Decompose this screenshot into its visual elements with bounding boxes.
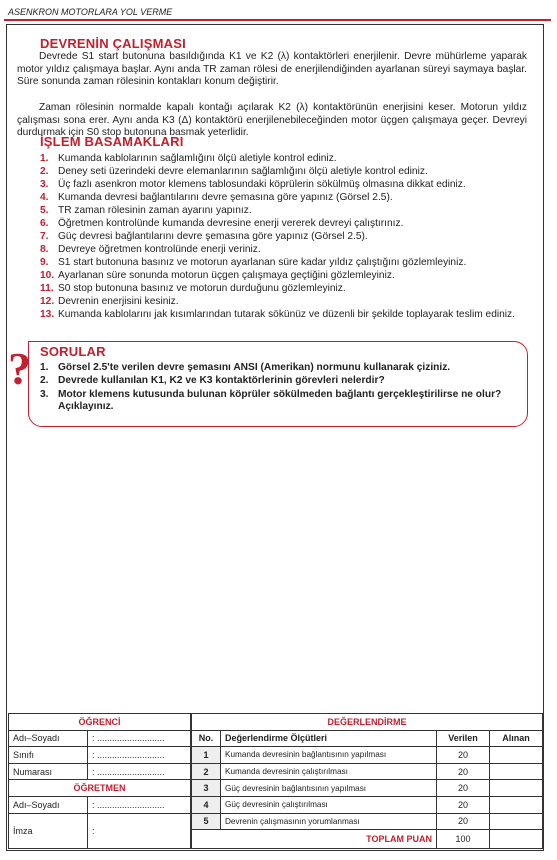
step-number: 7. [40,231,49,242]
col-received-header: Alınan [490,730,543,747]
step-text: Kumanda kablolarını jak kısımlarından tutarak sökünüz ve düzenli bir şekilde toplayarak teslim ediniz. [58,309,515,320]
step-number: 13. [40,309,55,320]
step-item [40,243,530,256]
step-text: Deney seti üzerindeki devre elemanlarının sağlamlığını ölçü aletiyle kontrol ediniz. [58,166,428,177]
teacher-row [9,796,191,813]
question-item [40,389,510,415]
criterion-number: 2 [192,763,221,780]
total-label: TOPLAM PUAN [192,830,437,849]
student-table [8,713,191,849]
step-text: Kumanda devresi bağlantılarını devre şemasına göre yapınız (Görsel 2.5). [58,192,393,203]
student-class-field[interactable]: : ........................... [88,747,191,764]
question-text: Devrede kullanılan K1, K2 ve K3 kontaktörlerinin görevleri nelerdir? [58,375,385,387]
step-item [40,152,530,165]
step-text: Öğretmen kontrolünde kumanda devresine enerji vererek devreyi çalıştırınız. [58,218,404,229]
criterion-text: Güç devresinin çalıştırılması [221,796,437,813]
teacher-row [9,813,191,848]
student-row [9,747,191,764]
criterion-number: 1 [192,747,221,764]
step-text: TR zaman rölesinin zaman ayarını yapınız. [58,205,252,216]
criterion-text: Kumanda devresinin bağlantısının yapılması [221,747,437,764]
step-number: 2. [40,166,49,177]
operation-title: DEVRENİN ÇALIŞMASI [40,36,186,51]
student-name-field[interactable]: : ........................... [88,730,191,747]
teacher-name-field[interactable]: : ........................... [88,796,191,813]
evaluation-table [191,713,543,849]
teacher-signature-field[interactable]: : [88,813,191,848]
criterion-received-field[interactable] [490,796,543,813]
student-title: ÖĞRENCİ [9,714,191,731]
step-text: S1 start butonuna basınız ve motorun ayarlanan süre kadar yıldız çalıştığını gözlemleyiniz. [58,257,467,268]
step-text: Devrenin enerjisini kesiniz. [58,296,179,307]
teacher-title: ÖĞRETMEN [9,780,191,797]
question-text: Motor klemens kutusunda bulunan köprüler sökülmeden bağlantı gerçekleştirilirse ne olur? Açıklayınız. [58,388,502,413]
total-value: 100 [437,830,490,849]
criterion-text: Devrenin çalışmasının yorumlanması [221,813,437,830]
question-number: 2. [40,375,49,387]
header-rule [4,19,551,21]
step-text: Güç devresi bağlantılarını devre şemasına göre yapınız (Görsel 2.5). [58,231,368,242]
col-no-header: No. [192,730,221,747]
student-row [9,763,191,780]
step-text: Üç fazlı asenkron motor klemens tablosundaki köprülerin sökülmüş olmasına dikkat ediniz. [58,179,466,190]
criterion-received-field[interactable] [490,763,543,780]
step-item [40,256,530,269]
evaluation-row [192,813,543,830]
evaluation-title: DEĞERLENDİRME [192,714,543,731]
col-criteria-header: Değerlendirme Ölçütleri [221,730,437,747]
criterion-text: Kumanda devresinin çalıştırılması [221,763,437,780]
total-received-field[interactable] [490,830,543,849]
criterion-text: Güç devresinin bağlantısının yapılması [221,780,437,797]
criterion-given-points: 20 [437,747,490,764]
col-given-header: Verilen [437,730,490,747]
step-number: 12. [40,296,55,307]
step-number: 9. [40,257,49,268]
step-item [40,295,530,308]
step-text: Ayarlanan süre sonunda motorun üçgen çalışmaya geçtiğini gözlemleyiniz. [58,270,395,281]
questions-list [40,362,510,415]
step-text: S0 stop butonuna basınız ve motorun durduğunu gözlemleyiniz. [58,283,346,294]
step-item [40,282,530,295]
evaluation-row [192,747,543,764]
question-item [40,375,510,388]
step-item [40,204,530,217]
criterion-given-points: 20 [437,763,490,780]
student-label: Numarası [9,763,88,780]
evaluation-row [192,796,543,813]
question-item [40,362,510,375]
step-item [40,191,530,204]
step-number: 10. [40,270,55,281]
step-number: 6. [40,218,49,229]
steps-list [40,152,530,321]
question-mark-icon: ? [8,343,31,394]
student-number-field[interactable]: : ........................... [88,763,191,780]
running-header: ASENKRON MOTORLARA YOL VERME [8,7,173,17]
criterion-received-field[interactable] [490,747,543,764]
student-row [9,730,191,747]
criterion-number: 5 [192,813,221,830]
question-text: Görsel 2.5'te verilen devre şemasını ANSI (Amerikan) normunu kullanarak çiziniz. [58,362,451,373]
question-number: 1. [40,362,49,373]
step-item [40,308,530,321]
step-item [40,217,530,230]
step-number: 4. [40,192,49,203]
operation-paragraph-2: Zaman rölesinin normalde kapalı kontağı açılarak K2 (λ) kontaktörünün enerjisini keser. Motorun yıldız çalışması sona erer. Aynı anda K3 (Δ) kontaktörü enerjilenebileceğinden motor üçgen çalışmaya geçer. Devreyi durdurmak için S0 stop butonuna basmak yeterlidir. [17,102,527,139]
questions-title: SORULAR [40,344,106,359]
step-item [40,230,530,243]
teacher-label: Adı–Soyadı [9,796,88,813]
criterion-received-field[interactable] [490,813,543,830]
criterion-given-points: 20 [437,796,490,813]
student-label: Adı–Soyadı [9,730,88,747]
step-item [40,269,530,282]
student-label: Sınıfı [9,747,88,764]
criterion-number: 4 [192,796,221,813]
criterion-given-points: 20 [437,813,490,830]
criterion-received-field[interactable] [490,780,543,797]
steps-title: İŞLEM BASAMAKLARI [40,134,184,149]
teacher-label: İmza [9,813,88,848]
step-number: 5. [40,205,49,216]
evaluation-row [192,780,543,797]
question-number: 3. [40,388,49,400]
criterion-number: 3 [192,780,221,797]
criterion-given-points: 20 [437,780,490,797]
evaluation-row [192,763,543,780]
step-number: 8. [40,244,49,255]
step-text: Devreye öğretmen kontrolünde enerji veriniz. [58,244,261,255]
step-number: 3. [40,179,49,190]
step-number: 11. [40,283,54,294]
operation-paragraph-1: Devrede S1 start butonuna basıldığında K1 ve K2 (λ) kontaktörleri enerjilenir. Devre mühürleme yaparak motor yıldız çalışmaya başlar. Aynı anda TR zaman rölesi de enerjilendiğinden ayarlanan süreyi saymaya başlar. Süre sonunda zaman rölesinin kontakları konum değiştirir. [17,51,527,88]
step-item [40,165,530,178]
step-text: Kumanda kablolarının sağlamlığını ölçü aletiyle kontrol ediniz. [58,153,337,164]
step-number: 1. [40,153,49,164]
step-item [40,178,530,191]
